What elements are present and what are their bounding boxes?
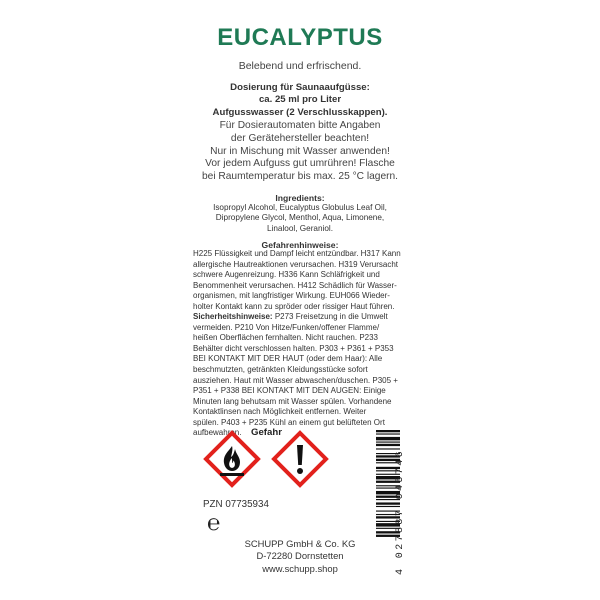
exclamation-pictogram-icon bbox=[271, 430, 329, 488]
safety-line: aufbewahren. bbox=[193, 428, 242, 438]
safety-line: beschmutzten, getränkten Kleidungsstücke sofort bbox=[193, 365, 368, 375]
hazard-line: allergische Hautreaktionen verursachen. H319 Verursacht bbox=[193, 259, 399, 269]
signal-word: Gefahr bbox=[251, 427, 282, 438]
manufacturer-name: SCHUPP GmbH & Co. KG bbox=[244, 538, 356, 549]
safety-first-line bbox=[193, 312, 413, 323]
safety-line: Behälter dicht verschlossen halten. P303 + P361 + P353 bbox=[193, 343, 394, 353]
safety-line: ausziehen. Haut mit Wasser abwaschen/duschen. P305 + bbox=[193, 375, 398, 385]
ingredients-line: Isopropyl Alcohol, Eucalyptus Globulus Leaf Oil, bbox=[213, 203, 387, 212]
safety-label: Sicherheitshinweise: bbox=[193, 312, 273, 322]
manufacturer-web: www.schupp.shop bbox=[262, 562, 338, 574]
safety-line: BEI KONTAKT MIT DER HAUT (oder dem Haar): Alle bbox=[193, 354, 383, 364]
hazard-statements bbox=[193, 249, 413, 439]
instructions-block bbox=[150, 120, 450, 184]
dosage-line: Dosierung für Saunaaufgüsse: bbox=[230, 82, 370, 93]
pzn-code: PZN 07735934 bbox=[203, 499, 269, 510]
hazards-heading: Gefahrenhinweise: bbox=[261, 240, 339, 250]
instruction-line: Nur in Mischung mit Wasser anwenden! bbox=[210, 145, 390, 157]
safety-line: spülen. P403 + P235 Kühl an einem gut belüfteten Ort bbox=[193, 417, 385, 427]
exclamation-dot bbox=[297, 468, 303, 474]
ingredients-list bbox=[150, 203, 450, 234]
estimated-sign-icon: ℮ bbox=[207, 511, 221, 536]
hazard-line: H225 Flüssigkeit und Dampf leicht entzündbar. H317 Kann bbox=[193, 249, 401, 258]
barcode-bar bbox=[376, 444, 400, 446]
instruction-line: Für Dosierautomaten bitte Angaben bbox=[219, 120, 381, 131]
hazard-line: schwere Augenreizung. H336 Kann Schläfrigkeit und bbox=[193, 270, 380, 280]
barcode-bar bbox=[376, 442, 400, 443]
safety-line: vermeiden. P210 Von Hitze/Funken/offener Flamme/ bbox=[193, 322, 380, 332]
flame-base bbox=[220, 473, 244, 476]
safety-line: P351 + P338 BEI KONTAKT MIT DEN AUGEN: Einige bbox=[193, 386, 386, 396]
instruction-line: Vor jedem Aufguss gut umrühren! Flasche bbox=[205, 158, 395, 170]
safety-line: Kontaktlinsen nach Möglichkeit entfernen. Weiter bbox=[193, 407, 367, 417]
dosage-line: Aufgusswasser (2 Verschlusskappen). bbox=[212, 106, 388, 118]
safety-line: heißen Oberflächen fernhalten. Nicht rauchen. P233 bbox=[193, 333, 379, 343]
flame-pictogram-icon bbox=[203, 430, 261, 488]
manufacturer-address: D-72280 Dornstetten bbox=[256, 550, 344, 562]
instruction-line: bei Raumtemperatur bis max. 25 °C lagern. bbox=[201, 171, 399, 183]
barcode-bar bbox=[376, 437, 400, 440]
safety-line: Minuten lang behutsam mit Wasser spülen. Vorhandene bbox=[193, 396, 392, 406]
product-tagline: Belebend und erfrischend. bbox=[238, 60, 362, 72]
ingredients-line: Linalool, Geraniol. bbox=[267, 223, 333, 233]
barcode-digits: 4 027887 045746 bbox=[395, 448, 406, 575]
dosage-block bbox=[150, 82, 450, 119]
ingredients-line: Dipropylene Glycol, Menthol, Aqua, Limonene, bbox=[215, 213, 385, 223]
hazard-line: Benommenheit verursachen. H412 Schädlich für Wasser- bbox=[193, 280, 397, 290]
dosage-line: ca. 25 ml pro Liter bbox=[258, 94, 342, 106]
safety-first-text: P273 Freisetzung in die Umwelt bbox=[272, 312, 388, 322]
ingredients-heading: Ingredients: bbox=[275, 193, 325, 203]
barcode-bar bbox=[376, 430, 400, 432]
product-title: EUCALYPTUS bbox=[217, 24, 383, 51]
hazard-line: organismen, mit langfristiger Wirkung. EUH066 Wieder- bbox=[193, 291, 390, 301]
barcode-bar bbox=[376, 433, 400, 434]
hazard-line: holter Kontakt kann zu spröder oder rissiger Haut führen. bbox=[193, 301, 395, 311]
instruction-line: der Gerätehersteller beachten! bbox=[230, 132, 370, 144]
